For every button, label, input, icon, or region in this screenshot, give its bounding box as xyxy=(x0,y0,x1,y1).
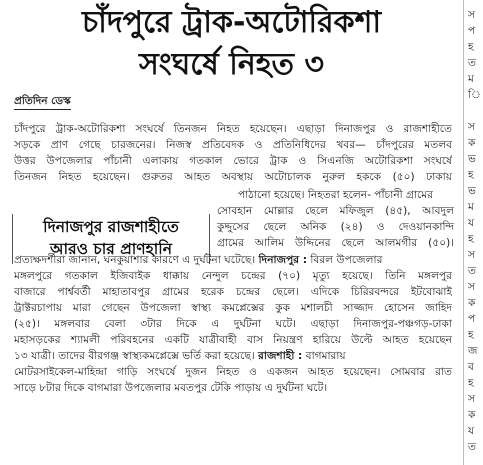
adjacent-char: স xyxy=(468,281,475,293)
adjacent-char: স xyxy=(468,121,475,133)
body-line: কুদ্দুসের ছেলে অনিক (২৪) ও দেওয়ানকান্দি xyxy=(217,221,454,233)
byline: প্রতিদিন ডেস্ক xyxy=(14,94,71,110)
body-line: চাঁদপুরে ট্রাক-অটোরিকশা সংঘর্ষে তিনজন নিহত হয়েছেন। এছাড়া দিনাজপুর ও রাজশাহীতে xyxy=(14,123,452,135)
location-dinajpur: দিনাজপুর : xyxy=(258,254,308,266)
adjacent-char: হ xyxy=(468,329,474,341)
location-rajshahi: রাজশাহী : xyxy=(258,350,303,362)
adjacent-char: ক xyxy=(468,137,476,149)
adjacent-char: হ xyxy=(468,41,474,53)
adjacent-char: হ xyxy=(468,377,474,389)
adjacent-char: প xyxy=(468,313,476,325)
body-line: (২৫)। মঙ্গলবার বেলা ৩টার দিকে এ দুর্ঘটনা ঘটে। এছাড়া দিনাজপুর-পঞ্চগড়-ঢাকা xyxy=(14,318,452,330)
body-text: প্রত্যক্ষদর্শীরা জানান, ঘনকুয়াশার কারণে এ দুর্ঘটনা ঘটেছে। xyxy=(14,254,256,266)
body-line: উত্তর উপজেলার পাঁচানী এলাকায় গতকাল ভোরে ট্রাক ও সিএনজি অটোরিকশা সংঘর্ষে xyxy=(14,155,452,167)
body-line: ট্রাক্টরচাপায় মারা গেছেন উপজেলা স্বাস্থ্য কমপ্লেক্সের কুক মশালচী সাজ্জাদ হোসেন জাহিদ xyxy=(14,302,452,314)
adjacent-char: য xyxy=(468,217,475,229)
subheading-line-2: আরও চার প্রাণহানি xyxy=(50,240,172,258)
adjacent-char: ক xyxy=(468,409,476,421)
adjacent-char: ত xyxy=(468,265,476,277)
body-line: তিনজন নিহত হয়েছেন। গুরুতর আহত অবস্থায় অটোচালক নুরুল হককে (৫০) ঢাকায় xyxy=(14,171,452,183)
body-line: সোবহান মোল্লার ছেলে মফিজুল (৪৫), আবদুল xyxy=(217,205,454,217)
adjacent-char: ম xyxy=(468,73,474,85)
column-divider xyxy=(463,0,464,465)
adjacent-char: স xyxy=(468,249,475,261)
headline-line-1: চাঁদপুরে ট্রাক-অটোরিকশা xyxy=(81,5,382,40)
adjacent-char: স xyxy=(468,393,475,405)
adjacent-char: জ xyxy=(468,345,478,357)
body-line: মহাসড়কের শ্যামলী পরিবহনের একটি যাত্রীবাহী বাস নিয়ন্ত্রণ হারিয়ে উল্টে আহত হয়েছেন xyxy=(14,334,452,346)
body-text: বাগমারায় xyxy=(305,350,346,362)
adjacent-char: ভ xyxy=(468,153,476,165)
adjacent-char: ব xyxy=(468,361,474,373)
adjacent-char: প xyxy=(468,25,476,37)
body-text: ১৩ যাত্রী। তাদের বীরগঞ্জ স্বাস্থ্যকমপ্লেক্সে ভর্তি করা হয়েছে। xyxy=(14,350,255,362)
body-line: বাজারে পার্শ্ববর্তী মাহাতাবপুর গ্রামের হরেক চন্দ্রের ছেলে। এদিকে চিরিরবন্দরে ইটবোঝাই xyxy=(14,286,452,298)
adjacent-char: স xyxy=(468,9,475,21)
body-line: সড়কে প্রাণ গেছে চারজনের। নিজস্ব প্রতিবেদক ও প্রতিনিধিদের খবর— চাঁদপুরের মতলব xyxy=(14,139,452,151)
adjacent-char: ত xyxy=(468,57,476,69)
adjacent-char: ত xyxy=(468,441,476,453)
headline-line-2: সংঘর্ষে নিহত ৩ xyxy=(138,47,324,82)
body-line: পাঠানো হয়েছে। নিহতরা হলেন- পাঁচানী গ্রামের xyxy=(237,189,434,201)
adjacent-char: ম xyxy=(468,201,474,213)
body-line xyxy=(14,253,452,268)
adjacent-char: য xyxy=(468,425,475,437)
body-line: সাড়ে ৮টার দিকে বাগমারা উপজেলার মবতপুর টেকি পাড়ায় এ দুর্ঘটনা ঘটে। xyxy=(14,382,328,394)
adjacent-char: ভ xyxy=(468,185,476,197)
adjacent-column-fragment xyxy=(466,0,483,465)
adjacent-char: ক xyxy=(468,297,476,309)
body-line: মোটরসাইকেল-মাহিন্দ্রা গাড়ি সংঘর্ষে দুজন নিহত ও একজন আহত হয়েছেন। সোমবার রাত xyxy=(14,366,452,378)
subheading-line-1: দিনাজপুর রাজশাহীতে xyxy=(43,218,179,236)
adjacent-char: হ xyxy=(468,233,474,245)
adjacent-char: হ xyxy=(468,169,474,181)
body-line: গ্রামের আলিম উদ্দিনের ছেলে আলমগীর (৫০)। xyxy=(217,237,454,249)
adjacent-char: ি xyxy=(468,89,481,101)
body-line: মঙ্গলপুরে গতকাল ইজিবাইক ধাক্কায় নেন্দুল চন্দ্রের (৭০) মৃত্যু হয়েছে। তিনি মঙ্গলপুর xyxy=(14,270,452,282)
body-line xyxy=(14,349,452,364)
body-text: বিরল উপজেলার xyxy=(310,254,383,266)
